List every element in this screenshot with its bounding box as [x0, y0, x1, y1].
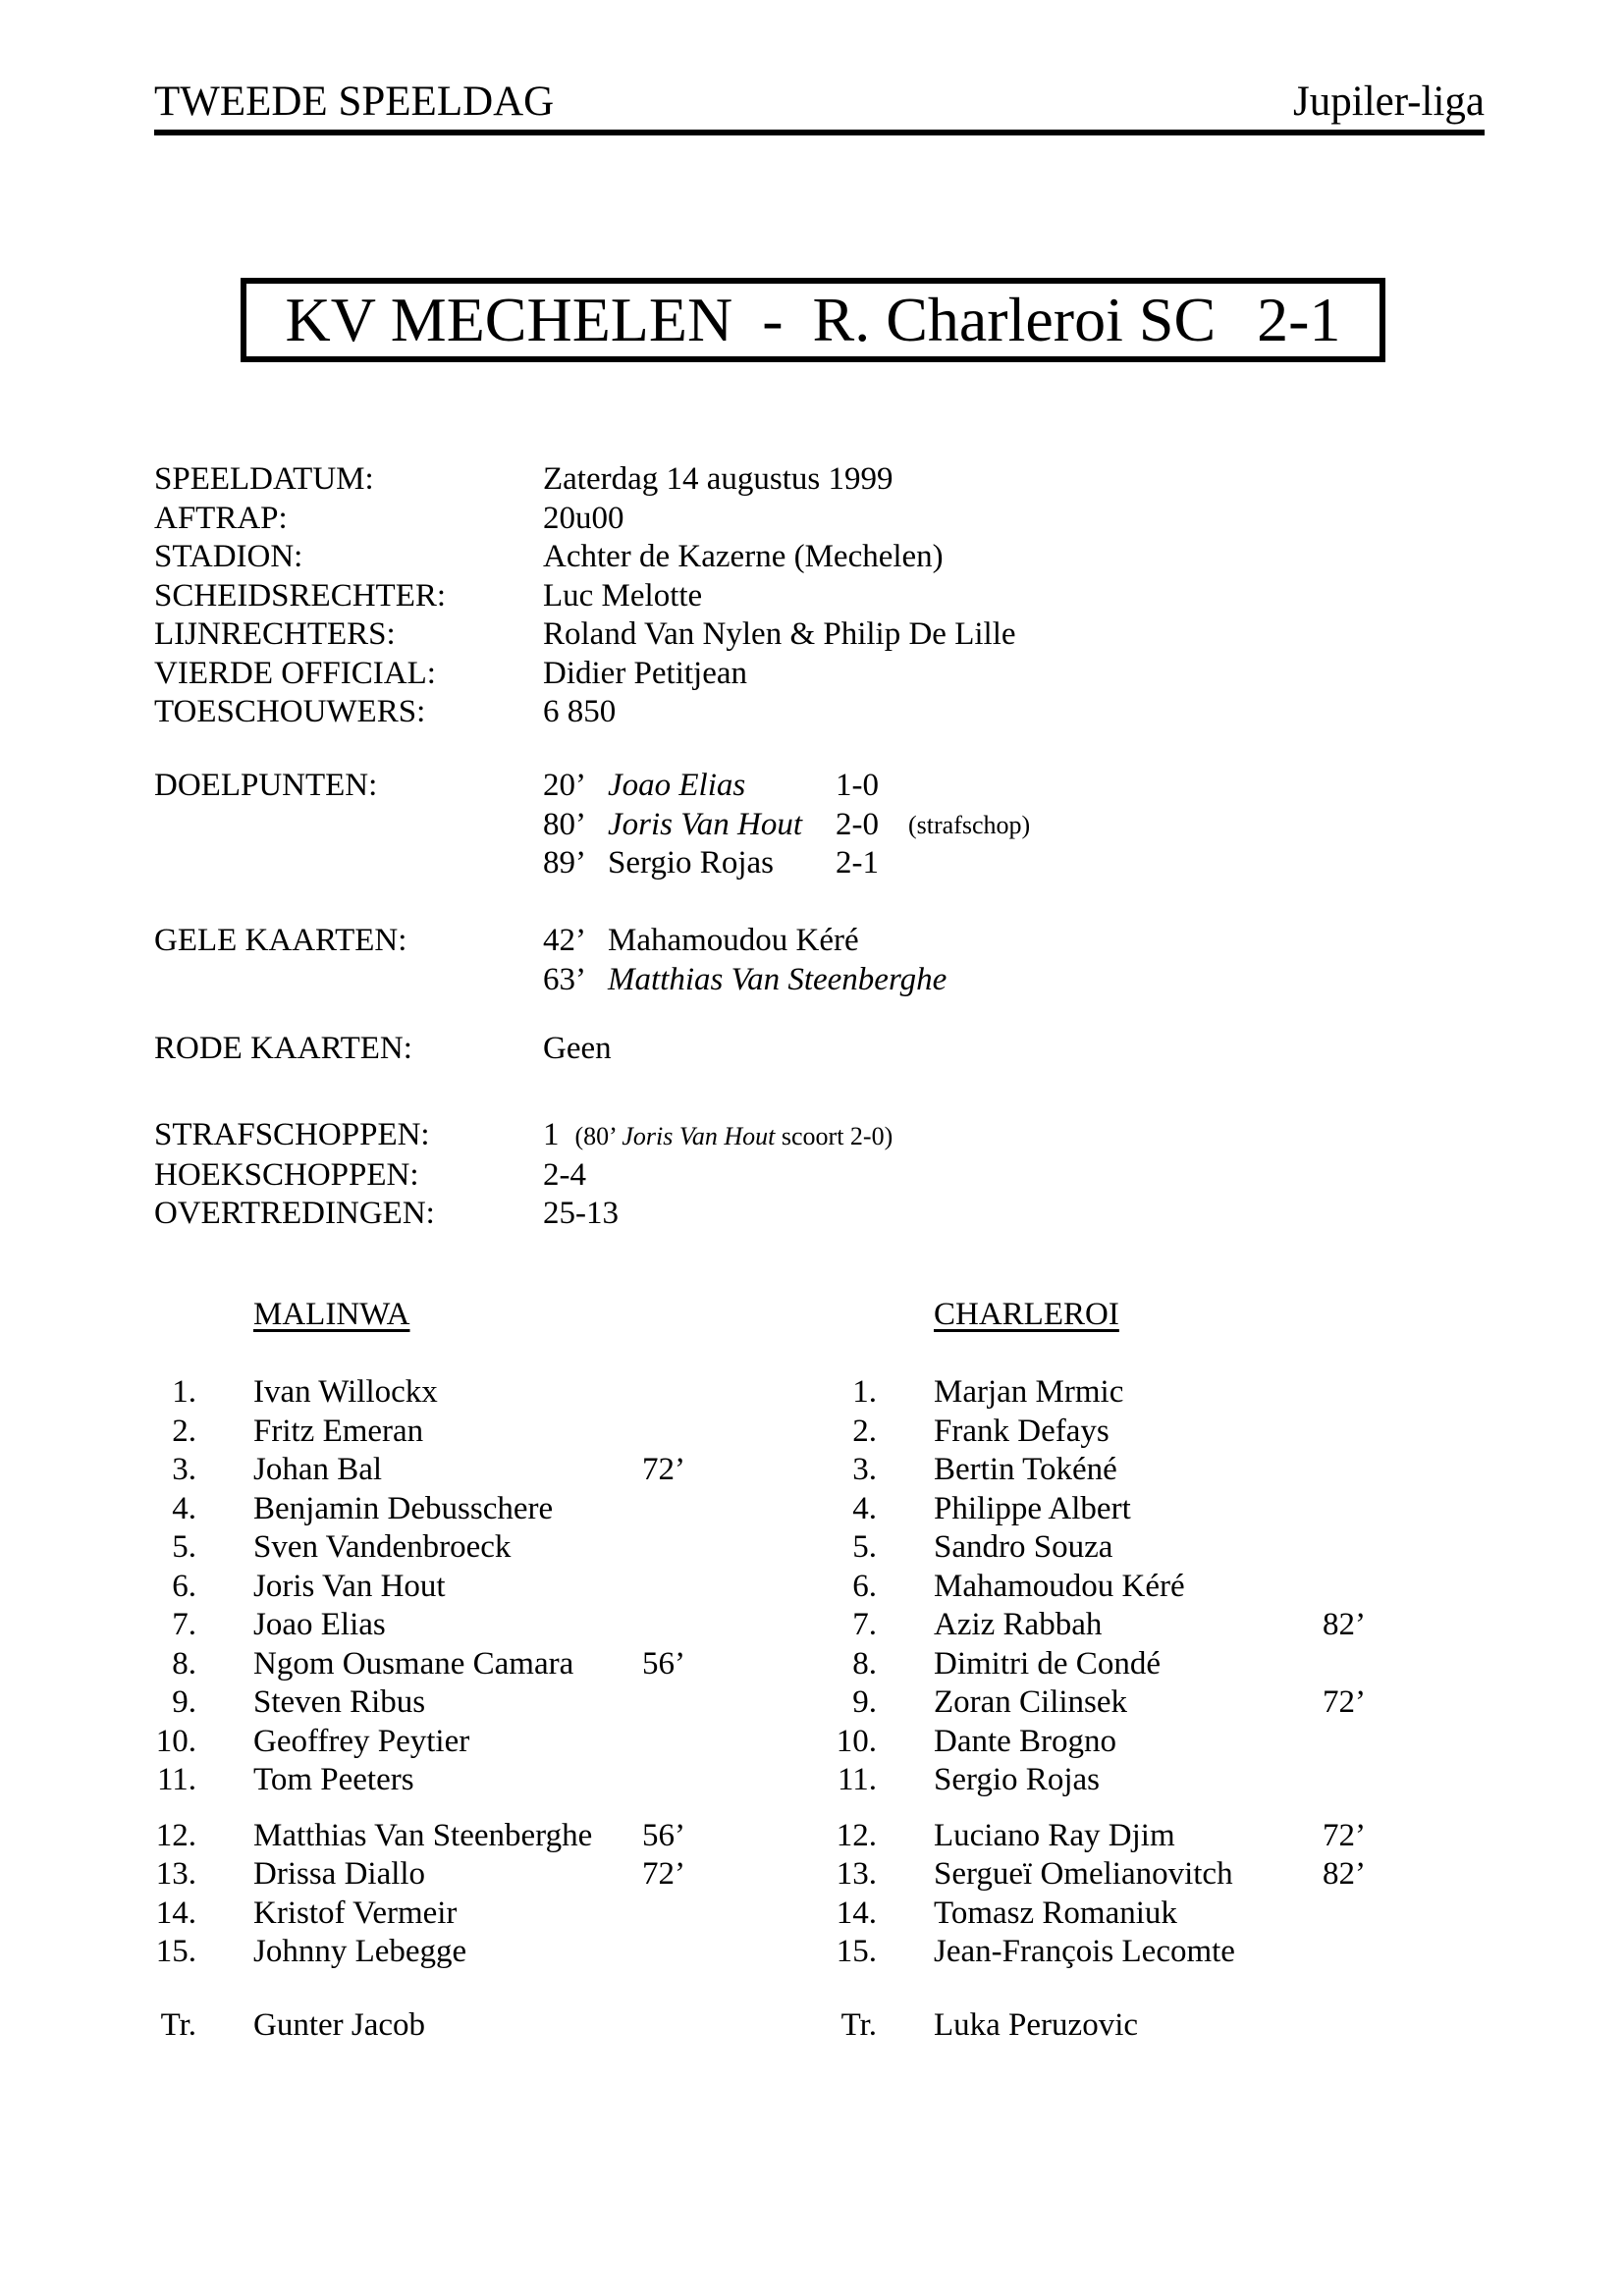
player-name: Benjamin Debusschere: [253, 1490, 554, 1526]
player-number: 15.: [155, 1934, 196, 1969]
goals-label: DOELPUNTEN:: [154, 768, 378, 803]
trainer-name: Luka Peruzovic: [934, 2006, 1139, 2043]
substitution-minute: 72’: [642, 1856, 685, 1892]
goal-scorer: Joris Van Hout: [608, 806, 802, 842]
penalties-count: 1: [543, 1117, 560, 1152]
player-name: Philippe Albert: [934, 1490, 1131, 1526]
trainer-name: Gunter Jacob: [253, 2006, 426, 2043]
player-name: Fritz Emeran: [253, 1413, 424, 1449]
title-separator: -: [762, 285, 784, 354]
penalties-note-player: Joris Van Hout: [622, 1122, 776, 1150]
substitution-minute: [642, 1490, 721, 1529]
player-number: 8.: [172, 1645, 196, 1682]
penalties-row: [154, 1116, 893, 1156]
player-row: [154, 1855, 733, 1895]
corners-value: 2-4: [543, 1156, 586, 1193]
substitution-minute: [642, 1528, 721, 1568]
red-cards-value: Geen: [543, 1031, 612, 1066]
player-name: Dimitri de Condé: [934, 1645, 1161, 1682]
detail-row: [154, 655, 1016, 694]
goal-minute: 80’: [543, 806, 586, 842]
player-name: Johan Bal: [253, 1452, 383, 1487]
trainer-label: Tr.: [160, 2006, 196, 2043]
substitution-minute: 72’: [642, 1452, 685, 1487]
teams-section: [154, 1296, 1470, 2081]
away-team-header: CHARLEROI: [934, 1297, 1119, 1332]
player-row: [835, 1855, 1414, 1895]
goal-row: [543, 844, 1030, 883]
detail-row: [154, 577, 1016, 616]
substitution-minute: [1323, 1723, 1401, 1762]
matchday-heading: TWEEDE SPEELDAG: [154, 79, 555, 125]
yellow-card-row: [543, 922, 947, 961]
player-row: [835, 1528, 1414, 1568]
player-row: [154, 1413, 733, 1452]
player-name: Luciano Ray Djim: [934, 1817, 1175, 1853]
player-name: Kristof Vermeir: [253, 1895, 458, 1931]
player-name: Sergio Rojas: [934, 1762, 1100, 1797]
player-row: [835, 1413, 1414, 1452]
player-number: 10.: [155, 1723, 196, 1759]
player-number: 7.: [172, 1607, 196, 1642]
player-row: [835, 1895, 1414, 1934]
player-name: Tom Peeters: [253, 1762, 414, 1797]
player-name: Sergueï Omelianovitch: [934, 1856, 1233, 1892]
fouls-value: 25-13: [543, 1196, 619, 1231]
substitution-minute: 56’: [642, 1817, 685, 1853]
home-team-title: KV MECHELEN: [285, 285, 733, 354]
goal-scorer: Joao Elias: [608, 768, 746, 803]
player-row: [154, 1568, 733, 1607]
substitution-minute: 72’: [1323, 1817, 1366, 1853]
player-row: [835, 1568, 1414, 1607]
yellow-card-player: Matthias Van Steenberghe: [608, 961, 947, 997]
substitution-minute: 82’: [1323, 1856, 1366, 1892]
substitution-minute: [642, 1373, 721, 1413]
corners-row: [154, 1156, 893, 1196]
player-row: [835, 1761, 1414, 1800]
player-number: 15.: [836, 1934, 877, 1969]
player-name: Bertin Tokéné: [934, 1452, 1117, 1487]
penalties-value: [543, 1116, 893, 1156]
player-row: [835, 1933, 1414, 1972]
player-name: Mahamoudou Kéré: [934, 1568, 1185, 1604]
player-name: Drissa Diallo: [253, 1856, 426, 1892]
substitution-minute: [1323, 1413, 1401, 1452]
page-header: [154, 79, 1485, 135]
detail-row: [154, 615, 1016, 655]
detail-label: TOESCHOUWERS:: [154, 694, 426, 729]
substitution-minute: [1323, 1528, 1401, 1568]
fouls-row: [154, 1195, 893, 1234]
player-number: 10.: [836, 1723, 877, 1759]
substitution-minute: [1323, 1490, 1401, 1529]
player-number: 6.: [172, 1568, 196, 1604]
player-number: 5.: [852, 1529, 877, 1565]
trainer-label: Tr.: [840, 2006, 877, 2043]
player-number: 1.: [172, 1374, 196, 1410]
substitution-minute: [642, 1606, 721, 1645]
player-row: [835, 1645, 1414, 1684]
home-trainer-row: [154, 2006, 733, 2046]
substitution-minute: [642, 1761, 721, 1800]
player-number: 2.: [172, 1413, 196, 1449]
player-name: Ivan Willockx: [253, 1374, 438, 1410]
player-name: Aziz Rabbah: [934, 1607, 1103, 1642]
player-row: [154, 1817, 733, 1856]
penalties-note-close: scoort 2-0): [775, 1122, 893, 1150]
player-name: Marjan Mrmic: [934, 1374, 1124, 1410]
player-row: [154, 1528, 733, 1568]
substitution-minute: [642, 1568, 721, 1607]
match-details: [154, 460, 1016, 732]
substitution-minute: [1323, 1645, 1401, 1684]
player-row: [835, 1606, 1414, 1645]
penalties-note: [575, 1122, 893, 1150]
player-number: 3.: [172, 1452, 196, 1487]
red-cards-row: [154, 1030, 612, 1069]
player-name: Sven Vandenbroeck: [253, 1529, 512, 1565]
away-starters-list: [835, 1373, 1414, 1800]
player-number: 12.: [155, 1817, 196, 1853]
player-number: 9.: [852, 1684, 877, 1720]
away-trainer-row: [835, 2006, 1414, 2046]
detail-value: 6 850: [543, 694, 617, 729]
player-number: 14.: [836, 1895, 877, 1931]
player-row: [154, 1490, 733, 1529]
team-home: [154, 1296, 733, 2045]
home-starters-list: [154, 1373, 733, 1800]
player-name: Frank Defays: [934, 1413, 1110, 1449]
yellow-cards-list: [543, 922, 947, 999]
home-team-header: MALINWA: [253, 1297, 410, 1332]
corners-label: HOEKSCHOPPEN:: [154, 1156, 419, 1193]
player-number: 7.: [852, 1607, 877, 1642]
goal-row: [543, 767, 1030, 806]
player-name: Sandro Souza: [934, 1529, 1113, 1565]
detail-value: Achter de Kazerne (Mechelen): [543, 539, 944, 574]
goal-score: 2-0: [836, 806, 879, 842]
goals-list: [543, 767, 1030, 883]
match-score: 2-1: [1257, 285, 1341, 354]
player-number: 3.: [852, 1452, 877, 1487]
goal-minute: 20’: [543, 768, 586, 803]
away-subs-list: [835, 1817, 1414, 1972]
player-name: Tomasz Romaniuk: [934, 1895, 1177, 1931]
player-name: Matthias Van Steenberghe: [253, 1817, 593, 1853]
yellow-card-player: Mahamoudou Kéré: [608, 923, 859, 958]
detail-label: SCHEIDSRECHTER:: [154, 577, 447, 614]
player-number: 8.: [852, 1645, 877, 1682]
detail-value: Roland Van Nylen & Philip De Lille: [543, 616, 1016, 652]
player-number: 11.: [156, 1762, 196, 1797]
player-row: [154, 1723, 733, 1762]
detail-value: 20u00: [543, 500, 624, 536]
player-row: [154, 1451, 733, 1490]
substitution-minute: [1323, 1895, 1401, 1934]
detail-value: Luc Melotte: [543, 577, 703, 614]
player-number: 5.: [172, 1529, 196, 1565]
player-number: 4.: [172, 1490, 196, 1526]
league-heading: Jupiler-liga: [1293, 79, 1485, 125]
yellow-card-minute: 63’: [543, 961, 586, 997]
player-row: [835, 1451, 1414, 1490]
goal-row: [543, 806, 1030, 845]
player-name: Johnny Lebegge: [253, 1934, 467, 1969]
goals-section: [154, 767, 1030, 883]
match-title-box: [241, 278, 1385, 362]
player-name: Joao Elias: [253, 1607, 386, 1642]
player-row: [154, 1933, 733, 1972]
detail-row: [154, 500, 1016, 539]
player-name: Zoran Cilinsek: [934, 1684, 1128, 1720]
player-row: [835, 1683, 1414, 1723]
goal-score: 2-1: [836, 845, 879, 881]
player-number: 1.: [852, 1374, 877, 1410]
player-number: 4.: [852, 1490, 877, 1526]
goal-score: 1-0: [836, 768, 879, 803]
yellow-card-row: [543, 961, 947, 1000]
player-name: Steven Ribus: [253, 1684, 426, 1720]
team-away: [835, 1296, 1414, 2045]
player-number: 12.: [836, 1817, 877, 1853]
player-row: [835, 1373, 1414, 1413]
red-cards-label: RODE KAARTEN:: [154, 1031, 412, 1066]
substitution-minute: [1323, 1933, 1401, 1972]
penalties-label: STRAFSCHOPPEN:: [154, 1117, 430, 1152]
player-row: [154, 1373, 733, 1413]
fouls-label: OVERTREDINGEN:: [154, 1196, 435, 1231]
detail-row: [154, 460, 1016, 500]
yellow-cards-label: GELE KAARTEN:: [154, 923, 407, 958]
substitution-minute: [642, 1683, 721, 1723]
substitution-minute: [642, 1895, 721, 1934]
player-number: 9.: [172, 1684, 196, 1720]
substitution-minute: [1323, 1451, 1401, 1490]
player-name: Jean-François Lecomte: [934, 1934, 1235, 1969]
player-row: [835, 1490, 1414, 1529]
yellow-cards-section: [154, 922, 947, 999]
detail-value: Didier Petitjean: [543, 655, 748, 691]
player-number: 6.: [852, 1568, 877, 1604]
detail-label: SPEELDATUM:: [154, 461, 374, 497]
substitution-minute: [1323, 1761, 1401, 1800]
player-number: 2.: [852, 1413, 877, 1449]
player-number: 14.: [155, 1895, 196, 1931]
detail-value: Zaterdag 14 augustus 1999: [543, 461, 893, 497]
substitution-minute: [642, 1723, 721, 1762]
yellow-card-minute: 42’: [543, 923, 586, 958]
detail-label: STADION:: [154, 539, 303, 574]
substitution-minute: [1323, 1373, 1401, 1413]
player-name: Dante Brogno: [934, 1723, 1117, 1759]
substitution-minute: [642, 1413, 721, 1452]
player-number: 11.: [837, 1762, 877, 1797]
substitution-minute: 56’: [642, 1645, 685, 1682]
detail-row: [154, 538, 1016, 577]
detail-label: AFTRAP:: [154, 500, 288, 536]
detail-row: [154, 693, 1016, 732]
substitution-minute: [642, 1933, 721, 1972]
player-row: [154, 1761, 733, 1800]
goal-scorer: Sergio Rojas: [608, 845, 774, 881]
player-row: [835, 1817, 1414, 1856]
goal-note: (strafschop): [908, 810, 1031, 839]
player-number: 13.: [155, 1856, 196, 1892]
player-name: Joris Van Hout: [253, 1568, 446, 1604]
player-row: [154, 1606, 733, 1645]
player-row: [835, 1723, 1414, 1762]
substitution-minute: [1323, 1568, 1401, 1607]
red-cards-section: [154, 1030, 612, 1069]
detail-label: VIERDE OFFICIAL:: [154, 655, 436, 691]
away-team-title: R. Charleroi SC: [812, 285, 1217, 354]
player-row: [154, 1895, 733, 1934]
goal-minute: 89’: [543, 845, 586, 881]
stats-section: [154, 1116, 893, 1234]
player-name: Geoffrey Peytier: [253, 1723, 470, 1759]
player-row: [154, 1645, 733, 1684]
player-number: 13.: [836, 1856, 877, 1892]
substitution-minute: 82’: [1323, 1607, 1366, 1642]
substitution-minute: 72’: [1323, 1684, 1366, 1720]
detail-label: LIJNRECHTERS:: [154, 616, 396, 652]
player-row: [154, 1683, 733, 1723]
home-subs-list: [154, 1817, 733, 1972]
penalties-note-open: (80’: [574, 1122, 623, 1150]
player-name: Ngom Ousmane Camara: [253, 1645, 574, 1682]
